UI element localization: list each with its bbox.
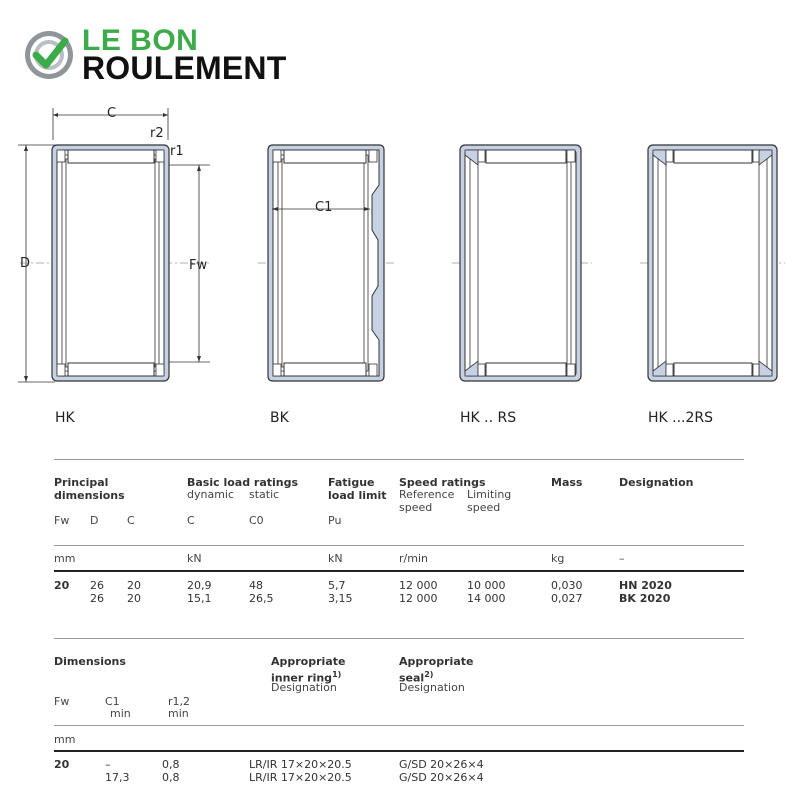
- symbol-r12: r1,2: [168, 695, 191, 708]
- logo-text-top: LE BON: [82, 24, 199, 57]
- cell-d: 26: [90, 592, 104, 605]
- table1-top-rule: [54, 459, 744, 460]
- cell-c-dynamic: 15,1: [187, 592, 212, 605]
- table2-header-rule: [54, 750, 744, 752]
- cell-limiting-speed: 14 000: [467, 592, 506, 605]
- type-label-hk: HK: [55, 410, 75, 426]
- table2-mid-rule: [54, 725, 744, 726]
- cell-c0: 48: [249, 579, 263, 592]
- cell-inner-ring: LR/IR 17×20×20.5: [249, 758, 352, 771]
- symbol-c: C: [127, 514, 135, 527]
- dim-label-r1: [170, 144, 184, 159]
- symbol-c1-min: min: [110, 707, 131, 720]
- unit-rmin: r/min: [399, 552, 428, 565]
- unit-kg: kg: [551, 552, 565, 565]
- header-dynamic: dynamic: [187, 488, 235, 501]
- unit-mm-2: mm: [54, 733, 76, 746]
- cell-fw: 20: [54, 758, 70, 771]
- diagram-hk-2rs: [640, 145, 785, 381]
- cell-mass: 0,027: [551, 592, 583, 605]
- cell-c-dynamic: 20,9: [187, 579, 212, 592]
- header-static: static: [249, 488, 280, 501]
- cell-reference-speed: 12 000: [399, 592, 438, 605]
- header-basic-load-ratings: Basic load ratings: [187, 476, 299, 489]
- table1-header-rule: [54, 570, 744, 572]
- symbol-c1: C1: [105, 695, 120, 708]
- dim-label-c1: C1: [315, 200, 333, 215]
- cell-c: 20: [127, 592, 141, 605]
- cell-d: 26: [90, 579, 104, 592]
- header-designation: Designation: [619, 476, 694, 489]
- header-dimensions: Dimensions: [54, 655, 126, 668]
- unit-kn-fatigue: kN: [328, 552, 343, 565]
- cell-c: 20: [127, 579, 141, 592]
- cell-mass: 0,030: [551, 579, 583, 592]
- type-label-hk-rs: HK .. RS: [460, 410, 517, 426]
- unit-dash: –: [619, 552, 625, 565]
- type-label-hk-2rs: HK ...2RS: [648, 410, 714, 426]
- type-label-bk: BK: [270, 410, 289, 426]
- header-principal-dimensions: Principal dimensions: [54, 476, 125, 502]
- cell-limiting-speed: 10 000: [467, 579, 506, 592]
- header-mass: Mass: [551, 476, 583, 489]
- cell-inner-ring: LR/IR 17×20×20.5: [249, 771, 352, 784]
- unit-mm: mm: [54, 552, 76, 565]
- symbol-pu: Pu: [328, 514, 342, 527]
- footnote-2: 2): [424, 670, 434, 679]
- cell-r12: 0,8: [162, 771, 180, 784]
- symbol-fw: Fw: [54, 514, 70, 527]
- cell-designation: BK 2020: [619, 592, 671, 605]
- symbol-c-dynamic: C: [187, 514, 195, 527]
- header-inner-ring-text: Appropriate inner ring: [271, 655, 346, 685]
- cell-seal: G/SD 20×26×4: [399, 771, 484, 784]
- header-fatigue-load-limit: Fatigue load limit: [328, 476, 387, 502]
- symbol-c0: C0: [249, 514, 264, 527]
- dim-label-r1-text: r1: [170, 144, 184, 159]
- cell-c1: –: [105, 758, 111, 771]
- cell-designation: HN 2020: [619, 579, 672, 592]
- dim-label-d: D: [20, 256, 31, 271]
- symbol-d: D: [90, 514, 99, 527]
- cell-reference-speed: 12 000: [399, 579, 438, 592]
- header-reference-speed: Reference speed: [399, 488, 455, 514]
- cell-c0: 26,5: [249, 592, 274, 605]
- cell-seal: G/SD 20×26×4: [399, 758, 484, 771]
- diagram-hk-rs: [452, 145, 592, 381]
- dim-label-fw: Fw: [189, 258, 208, 273]
- cell-r12: 0,8: [162, 758, 180, 771]
- diagram-bk: [258, 145, 395, 381]
- dim-label-c: C: [107, 106, 117, 121]
- header-inner-ring-designation: Designation: [271, 681, 337, 694]
- symbol-fw-2: Fw: [54, 695, 70, 708]
- cell-c1: 17,3: [105, 771, 130, 784]
- unit-kn-load: kN: [187, 552, 202, 565]
- cell-fw: 20: [54, 579, 70, 592]
- table2-top-rule: [54, 638, 744, 639]
- header-limiting-speed: Limiting speed: [467, 488, 512, 514]
- cell-pu: 5,7: [328, 579, 346, 592]
- header-seal-designation: Designation: [399, 681, 465, 694]
- dim-label-r2: [150, 126, 164, 141]
- symbol-r12-min: min: [168, 707, 189, 720]
- logo-text-bottom: ROULEMENT: [82, 50, 287, 86]
- header-speed-ratings: Speed ratings: [399, 476, 486, 489]
- footnote-1: 1): [332, 670, 342, 679]
- table1-mid-rule: [54, 545, 744, 546]
- header-seal-text: Appropriate seal: [399, 655, 474, 685]
- cell-pu: 3,15: [328, 592, 353, 605]
- dim-label-r2-text: r2: [150, 126, 164, 141]
